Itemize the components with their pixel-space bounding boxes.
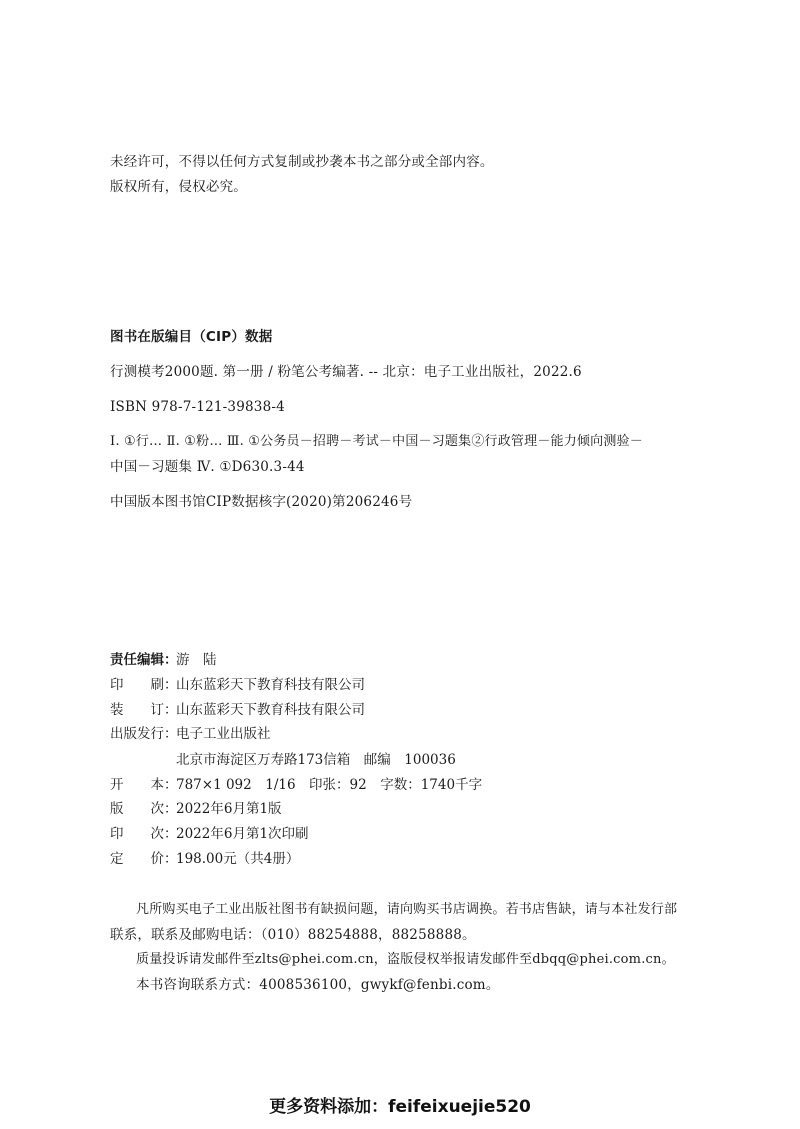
editor-value: 游 陆 (176, 652, 217, 668)
cip-title: 图书在版编目（CIP）数据 (110, 329, 273, 345)
copyright-line-1: 未经许可，不得以任何方式复制或抄袭本书之部分或全部内容。 (110, 154, 494, 170)
price-value: 198.00元（共4册） (176, 851, 300, 867)
cip-isbn: ISBN 978-7-121-39838-4 (110, 399, 285, 415)
cip-classification-line-2: 中国－习题集 Ⅳ. ①D630.3-44 (110, 459, 305, 475)
binding-value: 山东蓝彩天下教育科技有限公司 (176, 702, 365, 718)
binding-label: 装 订： (110, 702, 178, 718)
format-value: 787×1 092 1/16 印张：92 字数：1740千字 (176, 777, 483, 793)
price-label: 定 价： (110, 851, 178, 867)
editor-label: 责任编辑： (110, 652, 178, 668)
notice-line-2: 联系，联系及邮购电话：（010）88254888，88258888。 (110, 927, 476, 943)
copyright-line-2: 版权所有，侵权必究。 (110, 179, 247, 195)
print-label: 印 刷： (110, 677, 178, 693)
footer-contact: 更多资料添加：feifeixuejie520 (269, 1097, 531, 1117)
address-value: 北京市海淀区万寿路173信箱 邮编 100036 (176, 752, 456, 768)
cip-number: 中国版本图书馆CIP数据核字(2020)第206246号 (110, 494, 413, 510)
notice-line-4: 本书咨询联系方式：4008536100，gwykf@fenbi.com。 (136, 977, 500, 993)
print-value: 山东蓝彩天下教育科技有限公司 (176, 677, 365, 693)
printing-value: 2022年6月第1次印刷 (176, 826, 309, 842)
printing-label: 印 次： (110, 826, 178, 842)
cip-classification-line-1: Ⅰ. ①行… Ⅱ. ①粉… Ⅲ. ①公务员－招聘－考试－中国－习题集②行政管理－能力倾向测验－ (110, 434, 643, 449)
cip-book-line: 行测模考2000题. 第一册 / 粉笔公考编著. -- 北京：电子工业出版社，2022.6 (110, 364, 582, 380)
notice-line-3: 质量投诉请发邮件至zlts@phei.com.cn，盗版侵权举报请发邮件至dbqq@phei.com.cn。 (136, 952, 675, 967)
publisher-value: 电子工业出版社 (176, 726, 271, 742)
publisher-label: 出版发行： (110, 726, 178, 742)
edition-label: 版 次： (110, 801, 178, 817)
format-label: 开 本： (110, 777, 178, 793)
edition-value: 2022年6月第1版 (176, 801, 282, 817)
notice-line-1: 凡所购买电子工业出版社图书有缺损问题，请向购买书店调换。若书店售缺，请与本社发行部 (136, 902, 678, 917)
